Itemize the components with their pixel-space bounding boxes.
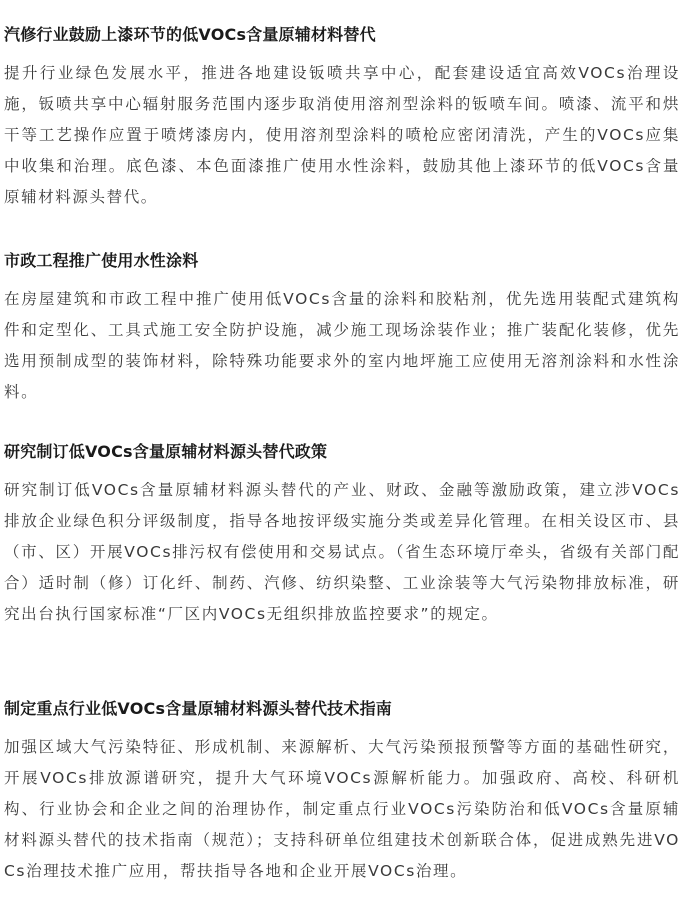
section-paragraph: 在房屋建筑和市政工程中推广使用低VOCs含量的涂料和胶粘剂，优先选用装配式建筑构件和定型化、工具式施工安全防护设施，减少施工现场涂装作业；推广装配化装修，优先选用预制成型的装饰材料，除特殊功能要求外的室内地坪施工应使用无溶剂涂料和水性涂料。 [4,290,680,401]
section-heading: 汽修行业鼓励上漆环节的低VOCs含量原辅材料替代 [4,25,376,44]
section-heading: 市政工程推广使用水性涂料 [4,251,199,270]
section-technical-guideline [4,698,680,887]
section-auto-repair [4,24,680,213]
section-paragraph: 提升行业绿色发展水平，推进各地建设钣喷共享中心，配套建设适宜高效VOCs治理设施，钣喷共享中心辐射服务范围内逐步取消使用溶剂型涂料的钣喷车间。喷漆、流平和烘干等工艺操作应置于喷烤漆房内，使用溶剂型涂料的喷枪应密闭清洗，产生的VOCs应集中收集和治理。底色漆、本色面漆推广使用水性涂料，鼓励其他上漆环节的低VOCs含量原辅材料源头替代。 [4,64,680,206]
section-paragraph: 加强区域大气污染特征、形成机制、来源解析、大气污染预报预警等方面的基础性研究，开展VOCs排放源谱研究，提升大气环境VOCs源解析能力。加强政府、高校、科研机构、行业协会和企业之间的治理协作，制定重点行业VOCs污染防治和低VOCs含量原辅材料源头替代的技术指南（规范）；支持科研单位组建技术创新联合体，促进成熟先进VOCs治理技术推广应用，帮扶指导各地和企业开展VOCs治理。 [4,738,680,880]
section-municipal-engineering [4,250,680,408]
section-substitution-policy [4,441,680,630]
section-heading: 制定重点行业低VOCs含量原辅材料源头替代技术指南 [4,699,392,718]
section-heading: 研究制订低VOCs含量原辅材料源头替代政策 [4,442,328,461]
section-paragraph: 研究制订低VOCs含量原辅材料源头替代的产业、财政、金融等激励政策，建立涉VOCs排放企业绿色积分评级制度，指导各地按评级实施分类或差异化管理。在相关设区市、县（市、区）开展VOCs排污权有偿使用和交易试点。（省生态环境厅牵头，省级有关部门配合）适时制（修）订化纤、制药、汽修、纺织染整、工业涂装等大气污染物排放标准，研究出台执行国家标准“厂区内VOCs无组织排放监控要求”的规定。 [4,481,680,623]
